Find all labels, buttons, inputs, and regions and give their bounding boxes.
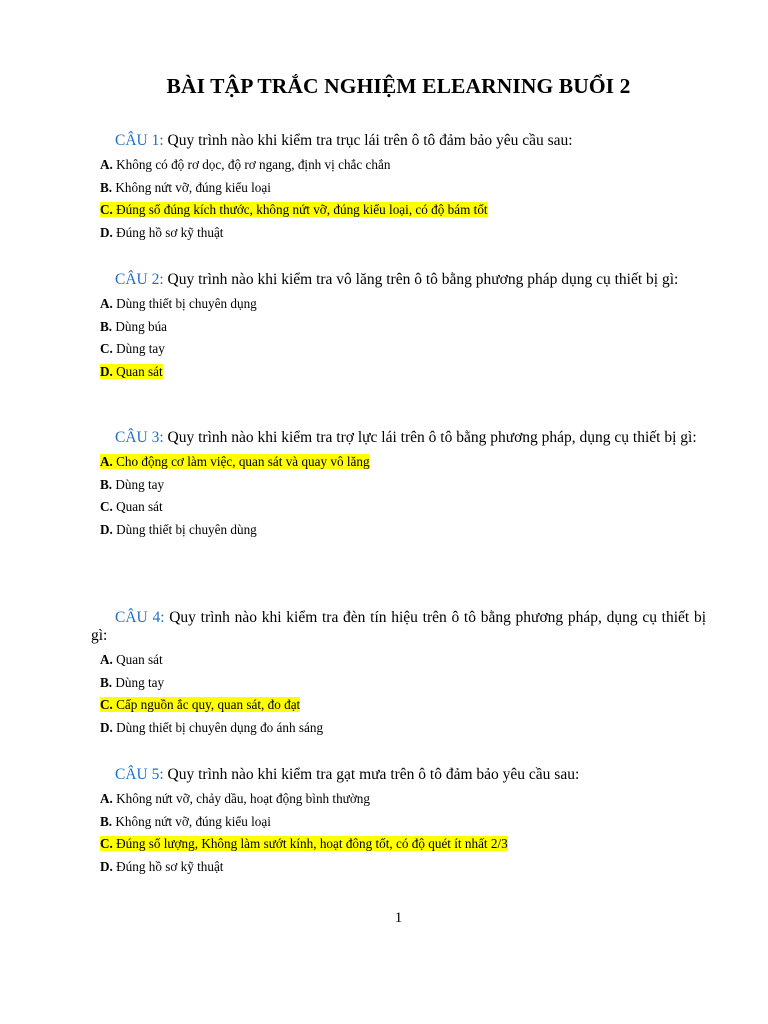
answer-option xyxy=(100,340,706,358)
option-letter: C. xyxy=(100,836,113,852)
option-letter: C. xyxy=(100,202,113,218)
option-text: Quan sát xyxy=(112,499,163,515)
question-text xyxy=(91,429,706,447)
option-text: Dùng tay xyxy=(112,476,165,492)
answer-option xyxy=(100,363,706,381)
question-body: Quy trình nào khi kiểm tra đèn tín hiệu trên ô tô bằng phương pháp, dụng cụ thiết bị gì: xyxy=(91,609,706,644)
question-label: CÂU 1: xyxy=(115,132,164,149)
answer-option xyxy=(100,295,706,313)
question-label: CÂU 3: xyxy=(115,429,164,446)
option-letter: C. xyxy=(100,341,113,357)
option-letter: C. xyxy=(100,697,113,713)
option-text: Dùng thiết bị chuyên dụng đo ánh sáng xyxy=(112,720,324,736)
option-text: Cấp nguồn ắc quy, quan sát, đo đạt xyxy=(112,697,301,713)
question-2 xyxy=(91,271,706,386)
answer-option xyxy=(100,179,706,197)
question-label: CÂU 4: xyxy=(115,609,165,626)
answer-option xyxy=(100,453,706,471)
option-text: Đúng hồ sơ kỹ thuật xyxy=(112,225,224,241)
option-letter: D. xyxy=(100,522,113,538)
option-letter: D. xyxy=(100,225,113,241)
answer-option xyxy=(100,476,706,494)
option-text: Dùng thiết bị chuyên dùng xyxy=(112,522,257,538)
question-label: CÂU 5: xyxy=(115,766,164,783)
option-text: Quan sát xyxy=(112,652,163,667)
option-letter: D. xyxy=(100,364,113,380)
option-letter: B. xyxy=(100,674,113,690)
answer-option xyxy=(100,858,706,876)
option-text: Đúng số lượng, Không làm sướt kính, hoạt đông tốt, có độ quét ít nhất 2/3 xyxy=(112,836,508,852)
answer-option xyxy=(100,790,706,808)
page-number: 1 xyxy=(394,910,403,926)
question-body: Quy trình nào khi kiểm tra trợ lực lái trên ô tô bằng phương pháp, dụng cụ thiết bị gì: xyxy=(163,429,697,446)
option-text: Cho động cơ làm việc, quan sát và quay vô lăng xyxy=(112,454,370,469)
answer-option xyxy=(100,156,706,174)
answer-option xyxy=(100,318,706,336)
option-letter: B. xyxy=(100,318,113,334)
question-text xyxy=(91,766,706,784)
option-text: Dùng búa xyxy=(112,318,168,334)
answer-option xyxy=(100,651,706,669)
option-text: Không nứt vỡ, chảy dầu, hoạt động bình thường xyxy=(112,791,370,806)
question-5 xyxy=(91,766,706,881)
option-letter: A. xyxy=(100,791,113,806)
option-text: Dùng tay xyxy=(112,674,165,690)
option-letter: A. xyxy=(100,157,113,172)
option-text: Không nứt vỡ, đúng kiểu loại xyxy=(112,813,271,829)
document-title: BÀI TẬP TRẮC NGHIỆM ELEARNING BUỔI 2 xyxy=(166,74,631,98)
question-1 xyxy=(91,132,706,247)
answer-option xyxy=(100,719,706,737)
option-letter: A. xyxy=(100,652,113,667)
option-letter: A. xyxy=(100,296,113,311)
answer-option xyxy=(100,521,706,539)
answer-option xyxy=(100,201,706,219)
question-text xyxy=(91,271,706,289)
document-page xyxy=(91,0,706,1024)
question-body: Quy trình nào khi kiểm tra vô lăng trên ô tô bằng phương pháp dụng cụ thiết bị gì: xyxy=(163,271,679,288)
option-letter: A. xyxy=(100,454,113,469)
option-letter: B. xyxy=(100,179,113,195)
question-text xyxy=(91,609,706,645)
option-text: Dùng tay xyxy=(112,341,165,357)
option-letter: D. xyxy=(100,859,113,875)
option-text: Quan sát xyxy=(112,364,163,380)
answer-option xyxy=(100,674,706,692)
answer-option xyxy=(100,696,706,714)
option-letter: B. xyxy=(100,813,113,829)
question-body: Quy trình nào khi kiểm tra gạt mưa trên ô tô đảm bảo yêu cầu sau: xyxy=(163,766,580,783)
option-letter: D. xyxy=(100,720,113,736)
question-3 xyxy=(91,429,706,544)
answer-option xyxy=(100,498,706,516)
question-text xyxy=(91,132,706,150)
answer-option xyxy=(100,224,706,242)
option-letter: B. xyxy=(100,476,113,492)
option-text: Không nứt vỡ, đúng kiểu loại xyxy=(112,179,271,195)
answer-option xyxy=(100,835,706,853)
option-text: Dùng thiết bị chuyên dụng xyxy=(112,296,257,311)
option-text: Đúng số đúng kích thước, không nứt vỡ, đúng kiểu loại, có độ bám tốt xyxy=(112,202,488,218)
option-letter: C. xyxy=(100,499,113,515)
option-text: Đúng hồ sơ kỹ thuật xyxy=(112,859,224,875)
question-body: Quy trình nào khi kiểm tra trục lái trên ô tô đảm bảo yêu cầu sau: xyxy=(163,132,573,149)
question-4 xyxy=(91,609,706,742)
answer-option xyxy=(100,813,706,831)
option-text: Không có độ rơ dọc, độ rơ ngang, định vị chắc chắn xyxy=(112,157,391,172)
question-label: CÂU 2: xyxy=(115,271,164,288)
